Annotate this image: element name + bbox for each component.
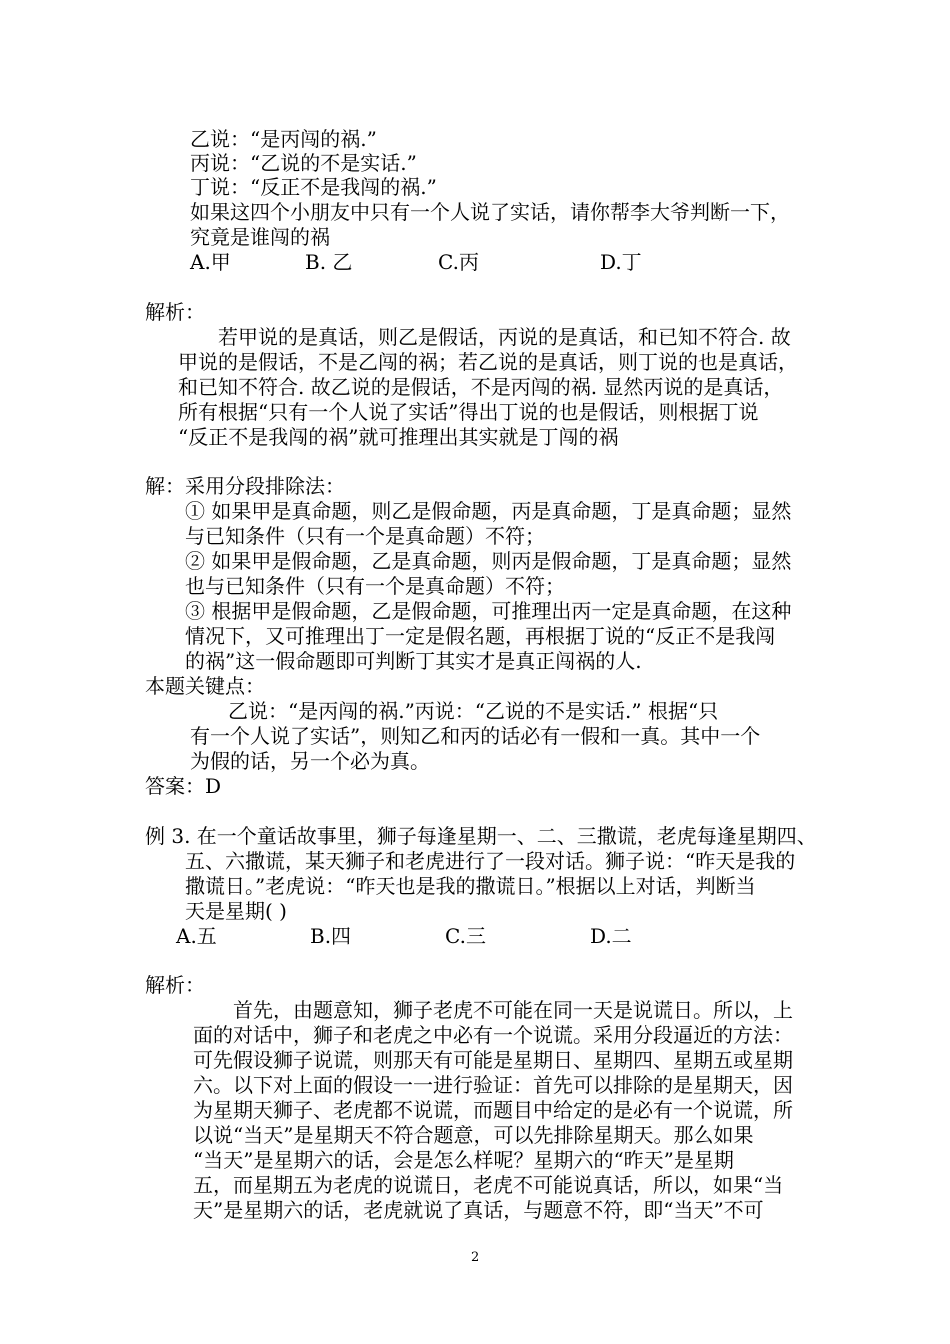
key-line: 有一个人说了实话”，则知乙和丙的话必有一假和一真。其中一个 xyxy=(190,724,761,748)
solution-line: 也与已知条件（只有一个是真命题）不符； xyxy=(185,574,565,598)
analysis-label: 解析： xyxy=(145,300,205,324)
option-a: A.甲 xyxy=(190,250,231,274)
key-label: 本题关键点： xyxy=(145,674,265,698)
solution-intro: 解：采用分段排除法： xyxy=(145,474,345,498)
option-a: A.五 xyxy=(176,924,217,948)
analysis-line: 五，而星期五为老虎的说谎日，老虎不可能说真话，所以，如果“当 xyxy=(193,1173,784,1197)
answer: 答案：D xyxy=(145,774,222,798)
key-line: 乙说：“是丙闯的祸.”丙说：“乙说的不是实话.” 根据“只 xyxy=(228,699,719,723)
solution-line: ① 如果甲是真命题，则乙是假命题，丙是真命题，丁是真命题；显然 xyxy=(185,499,792,523)
analysis-line: 天”是星期六的话，老虎就说了真话，与题意不符，即“当天”不可 xyxy=(193,1198,764,1222)
key-line: 为假的话，另一个必为真。 xyxy=(190,749,430,773)
analysis-line: “当天”是星期六的话，会是怎么样呢？星期六的“昨天”是星期 xyxy=(193,1148,734,1172)
example-line: 例 3. 在一个童话故事里，狮子每逢星期一、二、三撒谎，老虎每逢星期四、 xyxy=(145,824,817,848)
analysis-line: 以说“当天”是星期天不符合题意，可以先排除星期天。那么如果 xyxy=(193,1123,754,1147)
analysis-line: 和已知不符合. 故乙说的是假话，不是丙闯的祸. 显然丙说的是真话， xyxy=(178,375,784,399)
analysis-line: 为星期天狮子、老虎都不说谎，而题目中给定的是必有一个说谎，所 xyxy=(193,1098,793,1122)
option-d: D.二 xyxy=(590,924,632,948)
statement-ding: 丁说：“反正不是我闯的祸.” xyxy=(190,175,437,199)
option-b: B. 乙 xyxy=(305,250,353,274)
statement-yi: 乙说：“是丙闯的祸.” xyxy=(190,127,377,151)
analysis-line: 若甲说的是真话，则乙是假话，丙说的是真话，和已知不符合. 故 xyxy=(218,325,791,349)
example-line: 撒谎日。”老虎说：“昨天也是我的撒谎日。”根据以上对话，判断当 xyxy=(185,874,756,898)
analysis-line: 所有根据“只有一个人说了实话”得出丁说的也是假话，则根据丁说 xyxy=(178,400,759,424)
solution-line: 情况下，又可推理出丁一定是假名题，再根据丁说的“反正不是我闯 xyxy=(185,624,776,648)
analysis-line: 面的对话中，狮子和老虎之中必有一个说谎。采用分段逼近的方法： xyxy=(193,1023,793,1047)
question-line: 究竟是谁闯的祸 xyxy=(190,225,330,249)
solution-line: ② 如果甲是假命题，乙是真命题，则丙是假命题，丁是真命题；显然 xyxy=(185,549,792,573)
analysis-line: “反正不是我闯的祸”就可推理出其实就是丁闯的祸 xyxy=(178,425,619,449)
option-c: C.三 xyxy=(445,924,486,948)
example-line: 五、六撒谎，某天狮子和老虎进行了一段对话。狮子说：“昨天是我的 xyxy=(185,849,796,873)
solution-line: 的祸”这一假命题即可判断丁其实才是真正闯祸的人. xyxy=(185,649,642,673)
page-number: 2 xyxy=(471,1250,480,1265)
analysis-line: 可先假设狮子说谎，则那天有可能是星期日、星期四、星期五或星期 xyxy=(193,1048,793,1072)
solution-line: 与已知条件（只有一个是真命题）不符； xyxy=(185,524,545,548)
solution-line: ③ 根据甲是假命题，乙是假命题，可推理出丙一定是真命题，在这种 xyxy=(185,599,792,623)
analysis-line: 首先，由题意知，狮子老虎不可能在同一天是说谎日。所以，上 xyxy=(233,998,793,1022)
statement-bing: 丙说：“乙说的不是实话.” xyxy=(190,151,417,175)
question-line: 如果这四个小朋友中只有一个人说了实话，请你帮李大爷判断一下， xyxy=(190,200,790,224)
option-b: B.四 xyxy=(310,924,352,948)
analysis-line: 甲说的是假话，不是乙闯的祸；若乙说的是真话，则丁说的也是真话， xyxy=(178,350,798,374)
option-d: D.丁 xyxy=(600,250,642,274)
analysis-label: 解析： xyxy=(145,973,205,997)
example-line: 天是星期( ) xyxy=(185,899,287,923)
option-c: C.丙 xyxy=(438,250,479,274)
analysis-line: 六。以下对上面的假设一一进行验证：首先可以排除的是星期天，因 xyxy=(193,1073,793,1097)
